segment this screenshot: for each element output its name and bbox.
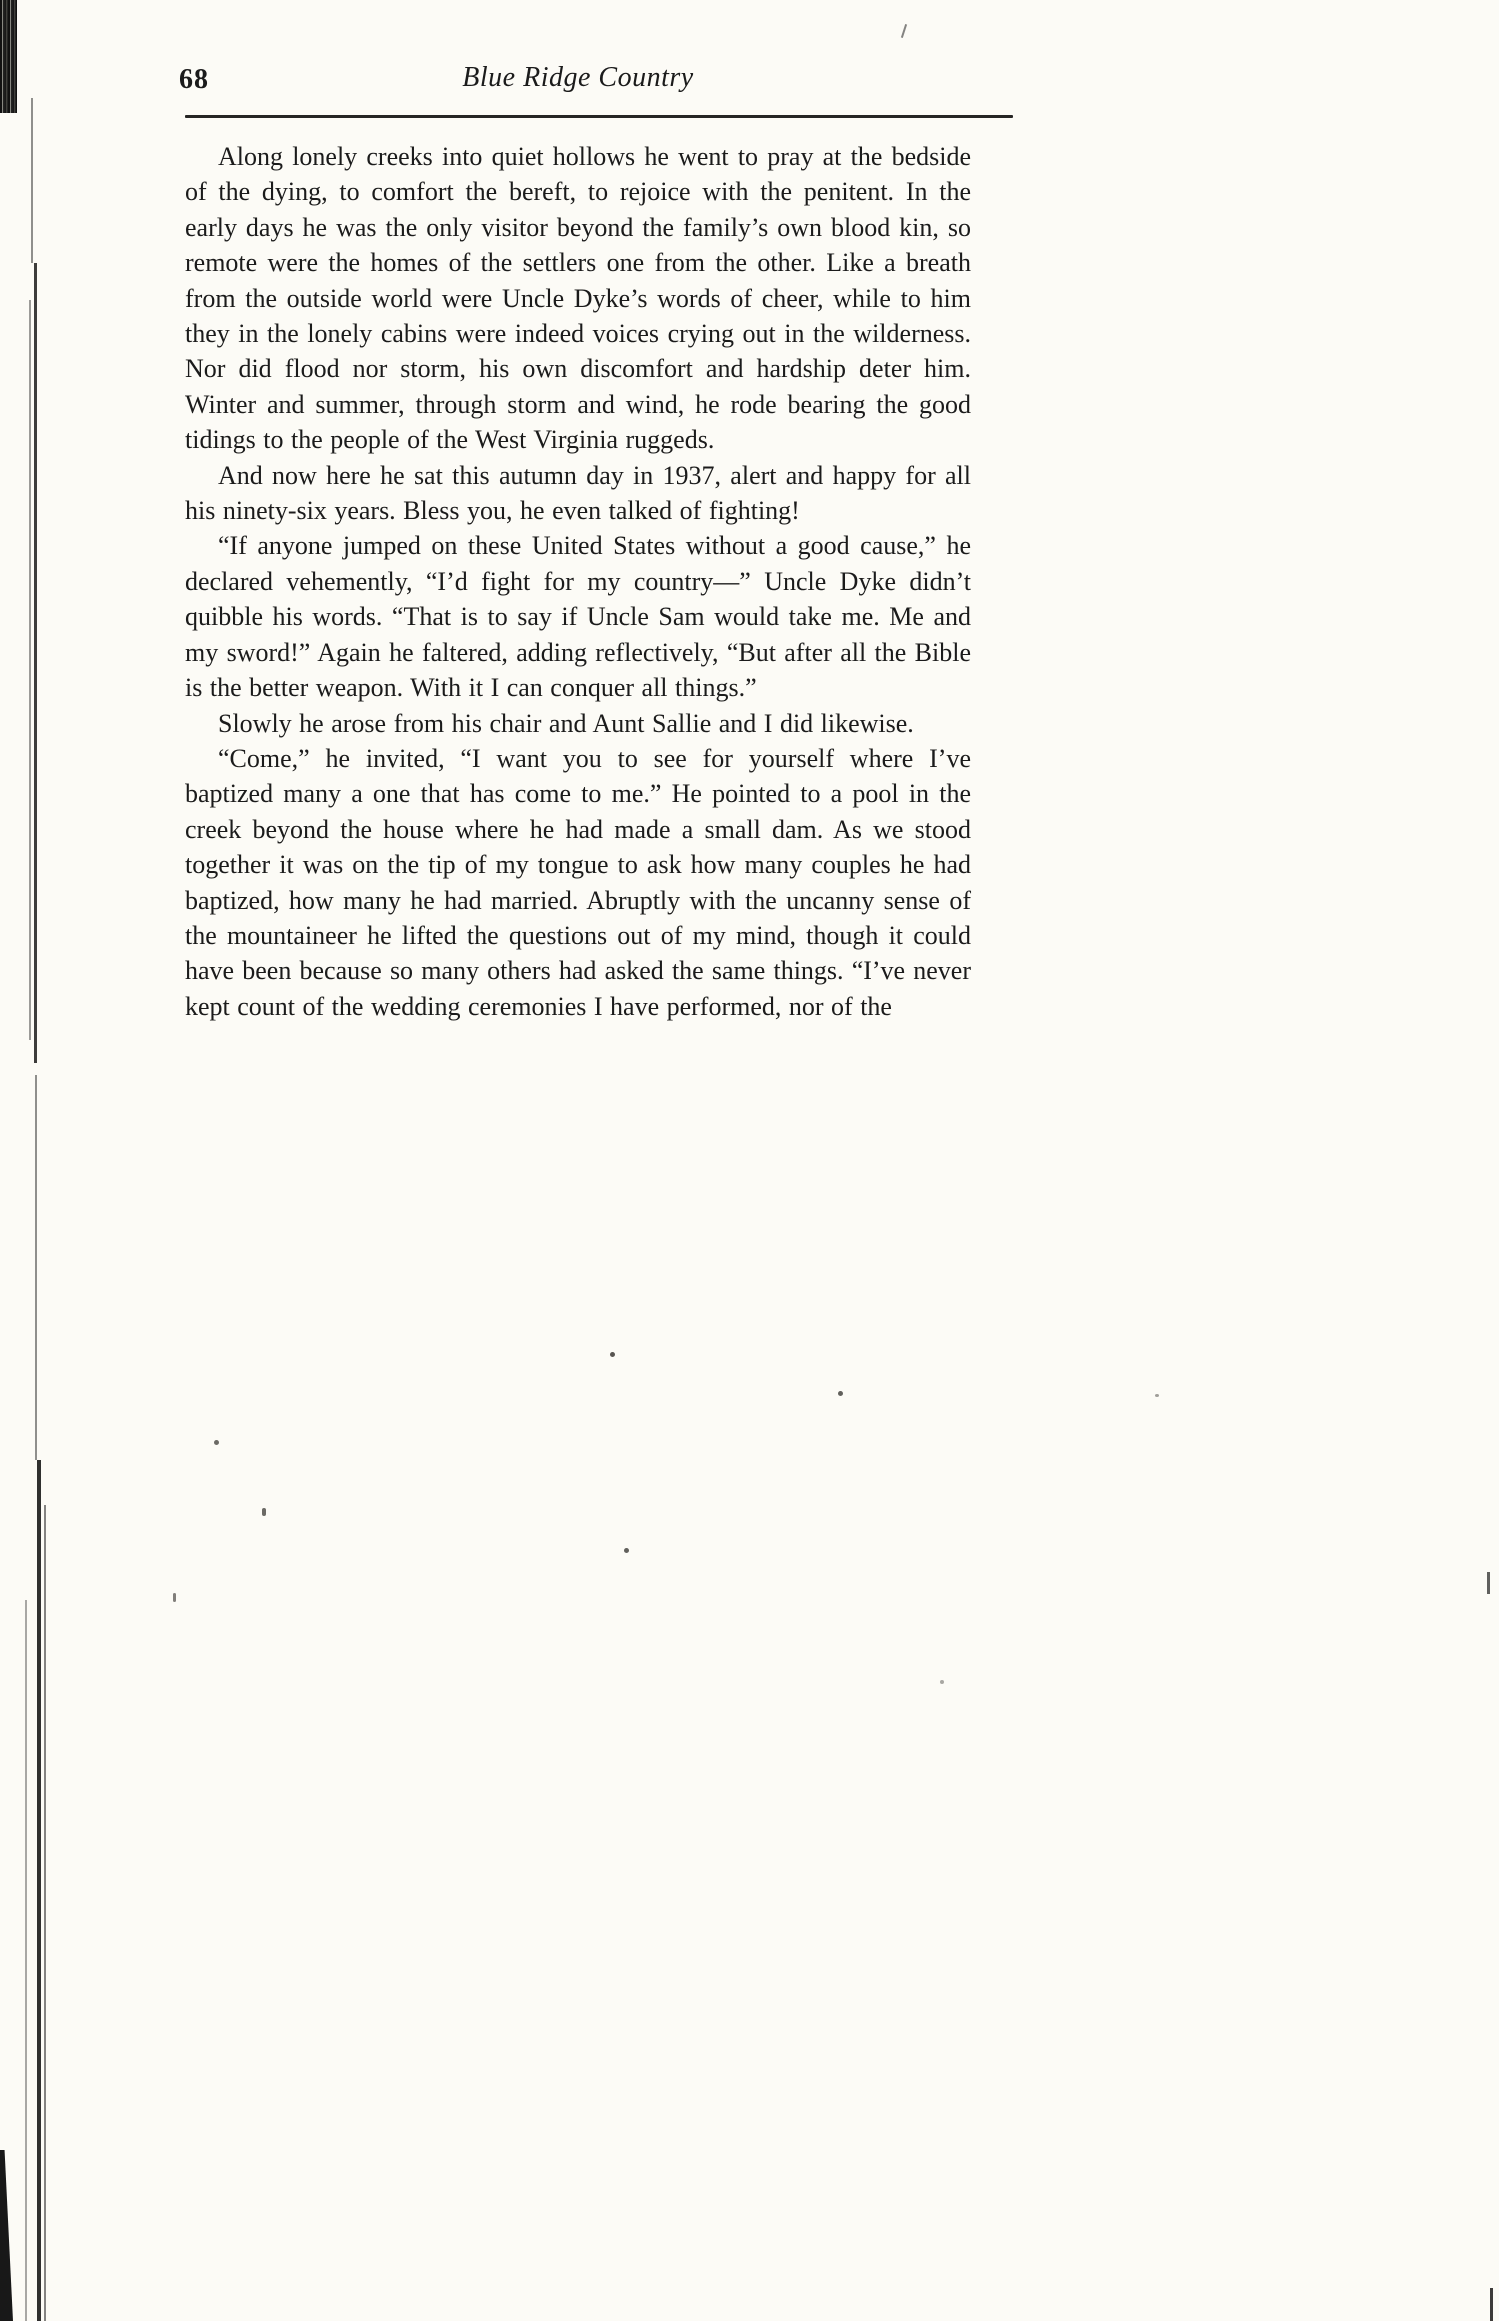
scan-streak — [25, 1600, 27, 2321]
scan-streak — [0, 0, 17, 113]
scan-speck — [610, 1352, 615, 1357]
header-rule — [185, 115, 1013, 118]
scan-streak — [1490, 2288, 1493, 2321]
paragraph-4: Slowly he arose from his chair and Aunt Sallie and I did likewise. — [218, 708, 914, 738]
scan-streak — [44, 1505, 46, 2321]
scan-speck — [838, 1391, 843, 1396]
page-number: 68 — [179, 64, 209, 95]
scan-blob — [0, 2150, 13, 2321]
scan-speck — [214, 1440, 219, 1445]
running-title: Blue Ridge Country — [462, 62, 694, 93]
scan-streak — [34, 263, 37, 1063]
scan-speck — [624, 1548, 629, 1553]
content-column — [179, 56, 971, 1024]
paragraph-3: “If anyone jumped on these United States without a good cause,” he declared vehemently, “I’d fight for my country—” Uncle Dyke didn’t quibble his words. “That is to say if Uncle Sam would take me. Me and my sword!” Again he faltered, adding reflectively, “But after all the Bible is the better weapon. With it I can conquer all things.” — [185, 531, 971, 703]
scan-speck — [173, 1593, 176, 1602]
scan-streak — [1487, 1572, 1490, 1594]
scan-speck — [1155, 1394, 1159, 1397]
scan-streak — [29, 300, 31, 1040]
scan-speck — [940, 1680, 944, 1684]
paragraph-1: Along lonely creeks into quiet hollows he went to pray at the bedside of the dying, to comfort the bereft, to rejoice with the penitent. In the early days he was the only visitor beyond the family’s own blood kin, so remote were the homes of the settlers one from the other. Like a breath from the outside world were Uncle Dyke’s words of cheer, while to him they in the lonely cabins were indeed voices crying out in the wilderness. Nor did flood nor storm, his own discomfort and hardship deter him. Winter and summer, through storm and wind, he rode bearing the good tidings to the people of the West Virginia ruggeds. — [185, 142, 971, 455]
scan-speck — [262, 1508, 266, 1516]
scan-streak — [37, 1460, 41, 2321]
page-header — [179, 56, 971, 108]
scan-streak — [35, 1075, 37, 1460]
paragraph-5: “Come,” he invited, “I want you to see for yourself where I’ve baptized many a one that has come to me.” He pointed to a pool in the creek beyond the house where he had made a small dam. As we stood together it was on the tip of my tongue to ask how many couples he had baptized, how many he had married. Abruptly with the uncanny sense of the mountaineer he lifted the questions out of my mind, though it could have been because so many others had asked the same things. “I’ve never kept count of the wedding ceremonies I have performed, nor of the — [185, 743, 971, 1021]
scan-streak — [901, 24, 907, 38]
page-body — [185, 139, 971, 1024]
scan-streak — [31, 98, 33, 263]
paragraph-2: And now here he sat this autumn day in 1937, alert and happy for all his ninety-six years. Bless you, he even talked of fighting! — [185, 460, 971, 526]
